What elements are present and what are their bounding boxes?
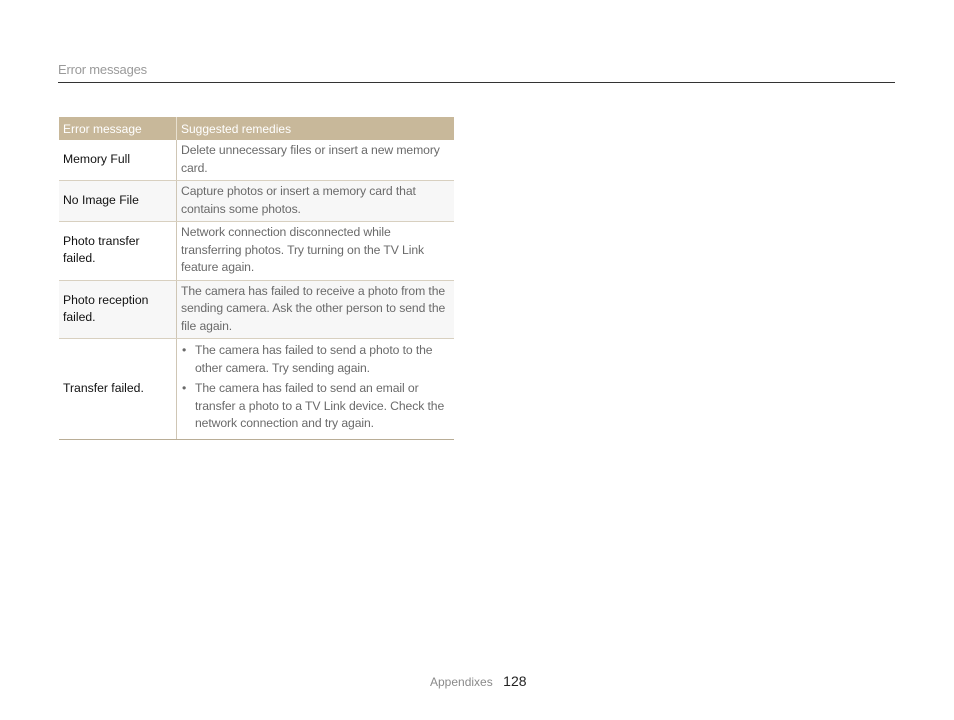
bullet-text: The camera has failed to send a photo to the other camera. Try sending again.	[195, 343, 433, 375]
remedy-cell	[177, 339, 455, 440]
column-header-error-message: Error message	[59, 117, 177, 140]
page-section-title: Error messages	[58, 62, 147, 77]
remedy-cell: Capture photos or insert a memory card that contains some photos.	[177, 181, 455, 222]
page-number: 128	[503, 673, 527, 689]
table-row	[59, 222, 454, 281]
list-item	[181, 342, 450, 377]
list-item	[181, 380, 450, 433]
error-message-cell: No Image File	[59, 181, 177, 222]
error-message-cell: Memory Full	[59, 140, 177, 181]
table-row	[59, 181, 454, 222]
remedy-cell: Network connection disconnected while transferring photos. Try turning on the TV Link feature again.	[177, 222, 455, 281]
remedy-cell: The camera has failed to receive a photo from the sending camera. Ask the other person to send the file again.	[177, 280, 455, 339]
bullet-text: The camera has failed to send an email or transfer a photo to a TV Link device. Check the network connection and try again.	[195, 381, 445, 430]
error-message-cell: Transfer failed.	[59, 339, 177, 440]
bullet-icon: •	[182, 343, 187, 357]
remedy-cell: Delete unnecessary files or insert a new memory card.	[177, 140, 455, 181]
header-divider	[58, 82, 895, 83]
error-messages-table	[59, 117, 454, 440]
column-header-suggested-remedies: Suggested remedies	[177, 117, 455, 140]
table-row	[59, 339, 454, 440]
bullet-icon: •	[182, 381, 187, 395]
table-row	[59, 280, 454, 339]
footer-section-label: Appendixes	[430, 675, 493, 689]
page-footer	[430, 673, 527, 691]
table-row	[59, 140, 454, 181]
error-message-cell: Photo reception failed.	[59, 280, 177, 339]
error-message-cell: Photo transfer failed.	[59, 222, 177, 281]
remedy-bullet-list	[181, 342, 450, 433]
table-header-row	[59, 117, 454, 140]
